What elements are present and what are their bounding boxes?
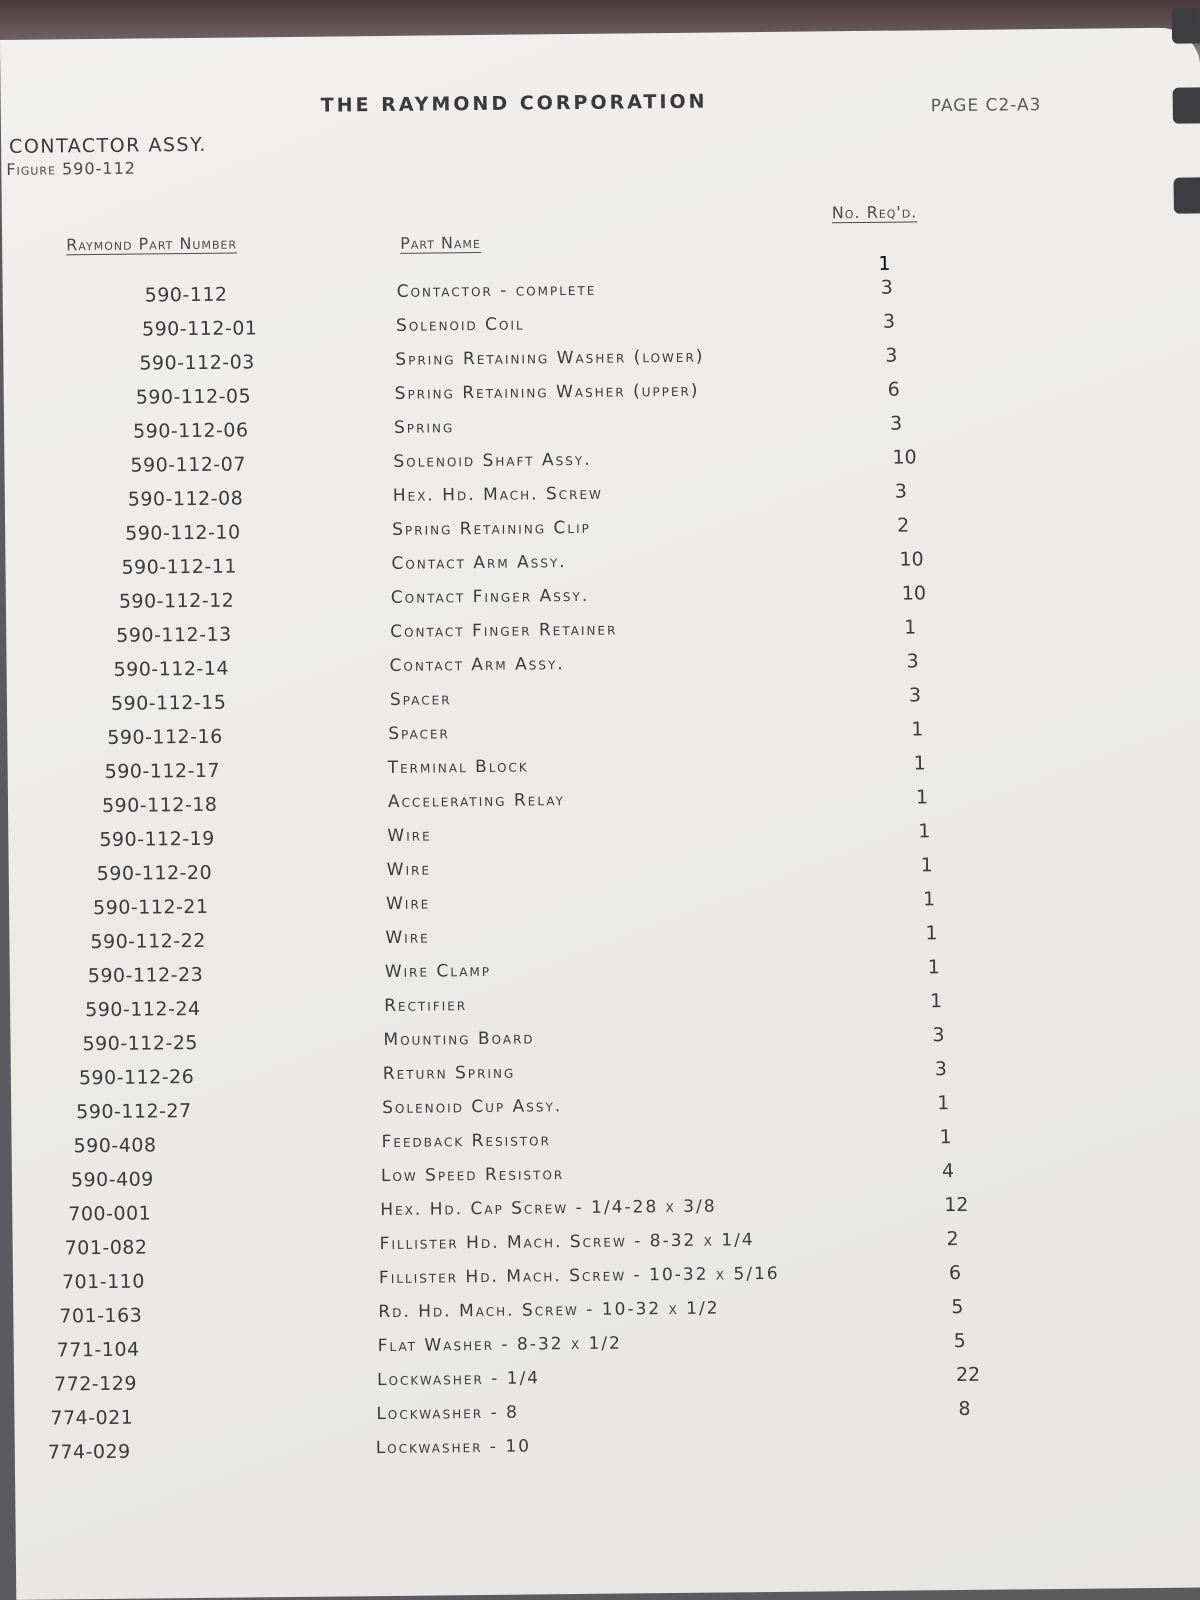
page-number: PAGE C2-A3 [930, 95, 1042, 117]
qty-value: 10 [901, 582, 927, 605]
qty-value: 10 [899, 548, 924, 571]
document-page [0, 27, 1200, 1599]
part-name: Terminal Block [387, 756, 529, 778]
qty-value: 3 [880, 276, 893, 299]
qty-value: 3 [882, 310, 896, 333]
part-number: 774-029 [47, 1440, 131, 1464]
part-name: Contactor - complete [396, 279, 597, 302]
qty-value: 3 [932, 1024, 945, 1047]
part-number: 700-001 [68, 1202, 152, 1226]
part-name: Spring Retaining Washer (upper) [394, 380, 700, 404]
part-name: Wire [385, 927, 430, 949]
qty-value: 1 [920, 854, 933, 877]
part-number: 590-112-23 [87, 963, 204, 988]
part-number: 590-112-20 [96, 861, 213, 886]
part-name: Wire [386, 859, 432, 880]
part-name: Feedback Resistor [381, 1130, 552, 1153]
part-number: 590-112-21 [92, 895, 209, 920]
part-number: 590-112-16 [107, 725, 223, 749]
part-name: Return Spring [382, 1062, 516, 1085]
assembly-title: CONTACTOR ASSY. [9, 133, 207, 158]
part-name: Spring [393, 417, 455, 438]
part-number: 590-112-05 [135, 385, 252, 409]
binder-ring-icon [1172, 7, 1200, 43]
part-name: Low Speed Resistor [380, 1164, 565, 1187]
qty-value: 2 [897, 514, 910, 537]
part-number: 590-112-27 [76, 1100, 192, 1124]
part-number: 590-112-19 [99, 827, 215, 852]
part-name: Contact Finger Assy. [390, 585, 590, 608]
part-name: Lockwasher - 8 [376, 1402, 519, 1425]
column-header-qty: No. Req'd. [831, 202, 918, 223]
part-name: Solenoid Coil [395, 314, 525, 336]
qty-value: 3 [894, 480, 907, 503]
qty-value: 3 [908, 684, 922, 707]
figure-label: Figure 590-112 [6, 158, 137, 179]
qty-value: 1 [930, 990, 943, 1013]
part-number: 590-112-14 [113, 657, 230, 681]
part-number: 590-112-18 [101, 793, 218, 817]
part-name: Wire Clamp [384, 960, 492, 983]
part-number: 590-112-11 [121, 555, 238, 579]
part-number: 590-112-25 [82, 1031, 199, 1056]
part-name: Spacer [389, 689, 452, 710]
part-number: 590-112-07 [130, 453, 246, 477]
part-number: 590-112 [144, 283, 228, 307]
qty-value: 1 [918, 820, 931, 843]
qty-value: 1 [913, 752, 926, 775]
part-number: 590-112-08 [127, 487, 244, 511]
qty-value: 5 [951, 1295, 964, 1319]
part-number: 590-408 [73, 1134, 157, 1158]
part-name: Mounting Board [383, 1028, 535, 1051]
part-name: Contact Arm Assy. [391, 552, 567, 574]
part-number: 772-129 [53, 1372, 138, 1396]
part-name: Hex. Hd. Cap Screw - 1/4-28 x 3/8 [380, 1196, 717, 1221]
qty-value: 3 [889, 412, 903, 435]
qty-value: 10 [892, 446, 917, 469]
binder-ring-icon [1174, 177, 1200, 213]
column-header-part-number: Raymond Part Number [66, 233, 238, 255]
part-number: 590-112-15 [110, 691, 227, 715]
qty-value: 3 [885, 344, 898, 367]
qty-value: 1 [922, 888, 936, 911]
qty-value: 3 [934, 1058, 948, 1081]
company-name: THE RAYMOND CORPORATION [320, 90, 708, 117]
part-name: Solenoid Cup Assy. [382, 1096, 563, 1119]
part-name: Wire [385, 893, 431, 915]
qty-value: 1 [925, 922, 938, 945]
part-name: Flat Washer - 8-32 x 1/2 [377, 1333, 623, 1357]
column-header-part-name: Part Name [400, 232, 482, 253]
qty-value: 1 [904, 616, 917, 639]
part-number: 590-112-12 [118, 589, 235, 613]
qty-value: 1 [878, 252, 891, 275]
part-name: Solenoid Shaft Assy. [393, 449, 592, 472]
part-number: 590-112-13 [116, 623, 232, 647]
qty-value: 1 [911, 718, 924, 741]
qty-value: 2 [946, 1228, 959, 1251]
qty-value: 5 [953, 1329, 966, 1353]
part-name: Spacer [388, 723, 450, 744]
part-name: Fillister Hd. Mach. Screw - 10-32 x 5/16 [378, 1263, 780, 1289]
qty-value: 1 [939, 1126, 952, 1149]
qty-value: 8 [958, 1397, 971, 1421]
part-name: Fillister Hd. Mach. Screw - 8-32 x 1/4 [379, 1230, 755, 1255]
part-name: Contact Finger Retainer [390, 619, 618, 642]
part-number: 590-112-22 [90, 929, 206, 954]
part-name: Lockwasher - 10 [375, 1436, 532, 1459]
part-name: Rd. Hd. Mach. Screw - 10-32 x 1/2 [378, 1298, 720, 1323]
binder-ring-icon [1173, 87, 1200, 123]
part-number: 590-112-17 [104, 759, 221, 783]
qty-value: 6 [948, 1262, 962, 1285]
qty-value: 4 [941, 1160, 955, 1183]
part-number: 590-112-26 [78, 1066, 195, 1090]
part-name: Contact Arm Assy. [389, 654, 565, 676]
part-number: 701-163 [59, 1304, 143, 1328]
part-number: 701-110 [61, 1270, 146, 1294]
part-number: 771-104 [56, 1338, 140, 1362]
part-name: Spring Retaining Clip [392, 517, 591, 540]
part-number: 701-082 [64, 1236, 148, 1260]
part-name: Spring Retaining Washer (lower) [395, 346, 705, 370]
part-name: Lockwasher - 1/4 [376, 1368, 541, 1391]
part-name: Wire [387, 825, 432, 846]
part-name: Accelerating Relay [387, 790, 565, 812]
part-name: Rectifier [384, 995, 468, 1017]
part-number: 590-112-01 [141, 317, 258, 341]
part-number: 590-112-24 [85, 997, 201, 1022]
qty-value: 1 [937, 1092, 950, 1115]
part-number: 590-112-03 [139, 351, 255, 375]
qty-value: 6 [887, 378, 900, 401]
qty-value: 3 [906, 650, 919, 673]
part-number: 774-021 [50, 1406, 134, 1430]
qty-value: 1 [915, 786, 929, 809]
qty-value: 12 [944, 1193, 969, 1217]
part-number: 590-112-10 [125, 521, 241, 545]
qty-value: 22 [955, 1363, 981, 1387]
part-number: 590-112-06 [132, 419, 249, 443]
part-name: Hex. Hd. Mach. Screw [392, 483, 603, 506]
binder-rings [1160, 27, 1200, 727]
qty-value: 1 [927, 956, 940, 979]
part-number: 590-409 [70, 1168, 154, 1192]
